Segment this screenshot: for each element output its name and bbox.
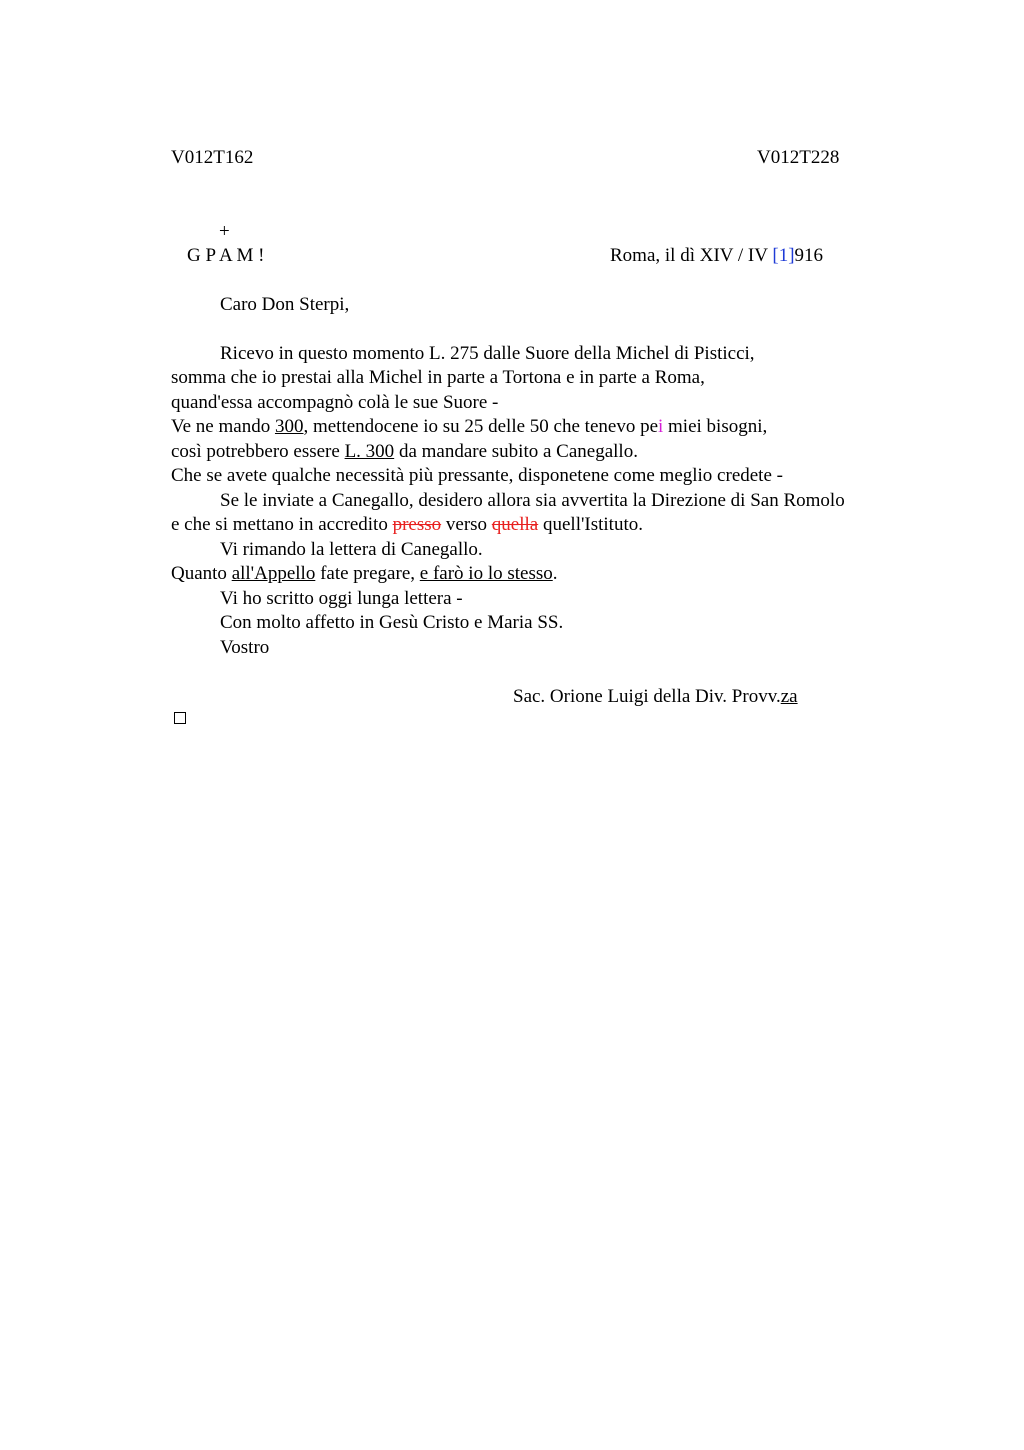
signature <box>513 685 798 709</box>
body-line-5-text-c: da mandare subito a Canegallo. <box>394 441 638 462</box>
underlined-phrase: e farò io lo stesso <box>419 563 553 584</box>
body-line-8-text-e: quell'Istituto. <box>538 514 643 535</box>
underlined-appello: all'Appello <box>231 563 316 584</box>
body-line-5 <box>171 440 638 464</box>
body-line-3: quand'essa accompagnò colà le sue Suore - <box>171 392 499 413</box>
deleted-word-presso: presso <box>392 514 442 535</box>
body-line-10 <box>171 562 558 586</box>
salutation: Caro Don Sterpi, <box>220 294 350 315</box>
body-line-4-text-e: miei bisogni, <box>663 416 768 437</box>
body-line-4 <box>171 415 767 439</box>
date-bracket-close: ] <box>788 245 795 266</box>
date-bracket-open: [ <box>772 245 779 266</box>
inserted-letter: i <box>658 416 664 437</box>
cross-symbol: + <box>219 221 230 242</box>
body-line-11: Vi ho scritto oggi lunga lettera - <box>220 588 463 609</box>
body-line-8-text-c: verso <box>441 514 492 535</box>
body-line-12: Con molto affetto in Gesù Cristo e Maria SS. <box>220 612 564 633</box>
body-line-1: Ricevo in questo momento L. 275 dalle Suore della Michel di Pisticci, <box>220 343 755 364</box>
body-line-7: Se le inviate a Canegallo, desidero allora sia avvertita la Direzione di San Romolo <box>220 490 845 511</box>
document-code-left: V012T162 <box>171 147 254 168</box>
empty-square-icon <box>174 712 186 724</box>
body-line-5-text-a: così potrebbero essere <box>171 441 345 462</box>
letter-date <box>610 244 823 268</box>
body-line-6: Che se avete qualche necessità più pressante, disponetene come meglio credete - <box>171 465 783 486</box>
motto: G P A M ! <box>187 245 265 266</box>
document-code-right: V012T228 <box>757 147 840 168</box>
closing-vostro: Vostro <box>220 637 270 658</box>
date-prefix: Roma, il dì XIV / IV <box>610 245 773 266</box>
body-line-8-text-a: e che si mettano in accredito <box>171 514 393 535</box>
underlined-amount: 300 <box>274 416 304 437</box>
signature-suffix: za <box>780 686 798 707</box>
underlined-amount-2: L. 300 <box>344 441 395 462</box>
deleted-word-quella: quella <box>491 514 539 535</box>
body-line-10-text-a: Quanto <box>171 563 232 584</box>
date-year-rest: 916 <box>794 245 824 266</box>
body-line-10-text-c: fate pregare, <box>315 563 420 584</box>
body-line-10-text-e: . <box>552 563 558 584</box>
body-line-9: Vi rimando la lettera di Canegallo. <box>220 539 483 560</box>
body-line-8 <box>171 513 643 537</box>
body-line-4-text-a: Ve ne mando <box>171 416 275 437</box>
body-line-4-text-c: , mettendocene io su 25 delle 50 che tenevo pe <box>303 416 658 437</box>
signature-main: Sac. Orione Luigi della Div. Provv. <box>513 686 781 707</box>
date-restored-digit: 1 <box>778 245 789 266</box>
body-line-2: somma che io prestai alla Michel in parte a Tortona e in parte a Roma, <box>171 367 705 388</box>
